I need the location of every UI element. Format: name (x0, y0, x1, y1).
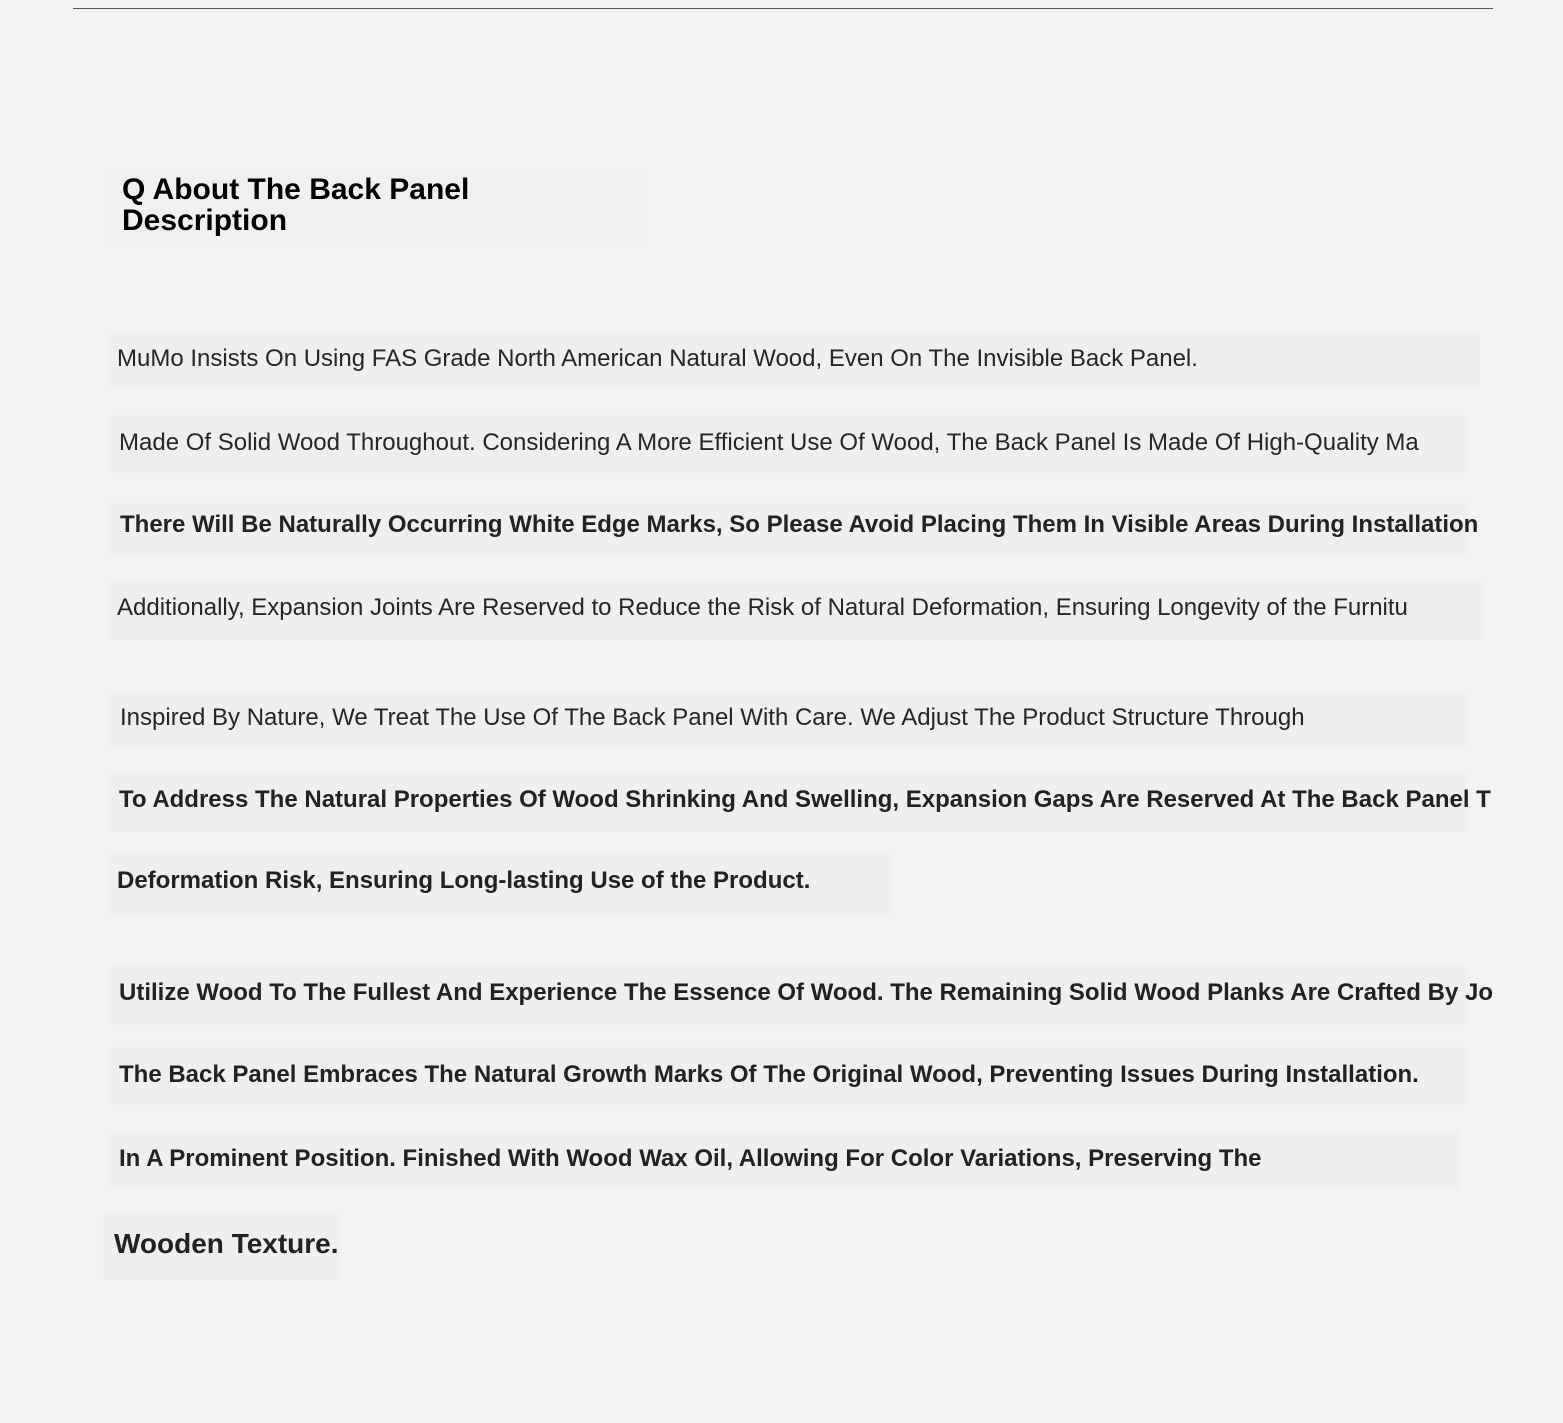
top-divider (73, 8, 1493, 9)
paragraph-line: The Back Panel Embraces The Natural Growth Marks Of The Original Wood, Preventing Issues During Installation. (119, 1061, 1419, 1088)
paragraph-line: To Address The Natural Properties Of Wood Shrinking And Swelling, Expansion Gaps Are Reserved At The Back Panel T (119, 786, 1491, 813)
paragraph-line: Deformation Risk, Ensuring Long-lasting Use of the Product. (117, 867, 811, 894)
paragraph-line: In A Prominent Position. Finished With Wood Wax Oil, Allowing For Color Variations, Preserving The (119, 1145, 1262, 1172)
paragraph-line: MuMo Insists On Using FAS Grade North American Natural Wood, Even On The Invisible Back Panel. (117, 345, 1198, 372)
paragraph-line: Made Of Solid Wood Throughout. Considering A More Efficient Use Of Wood, The Back Panel Is Made Of High-Quality Ma (119, 429, 1419, 456)
paragraph-line: Additionally, Expansion Joints Are Reserved to Reduce the Risk of Natural Deformation, Ensuring Longevity of the Furnitu (117, 594, 1408, 621)
section-title: Q About The Back Panel Description (122, 173, 470, 237)
paragraph-line: Utilize Wood To The Fullest And Experience The Essence Of Wood. The Remaining Solid Wood Planks Are Crafted By Jo (119, 979, 1493, 1006)
paragraph-line: There Will Be Naturally Occurring White Edge Marks, So Please Avoid Placing Them In Visible Areas During Installation (120, 511, 1479, 538)
paragraph-line: Inspired By Nature, We Treat The Use Of The Back Panel With Care. We Adjust The Product Structure Through (120, 704, 1305, 731)
paragraph-line: Wooden Texture. (114, 1228, 339, 1259)
